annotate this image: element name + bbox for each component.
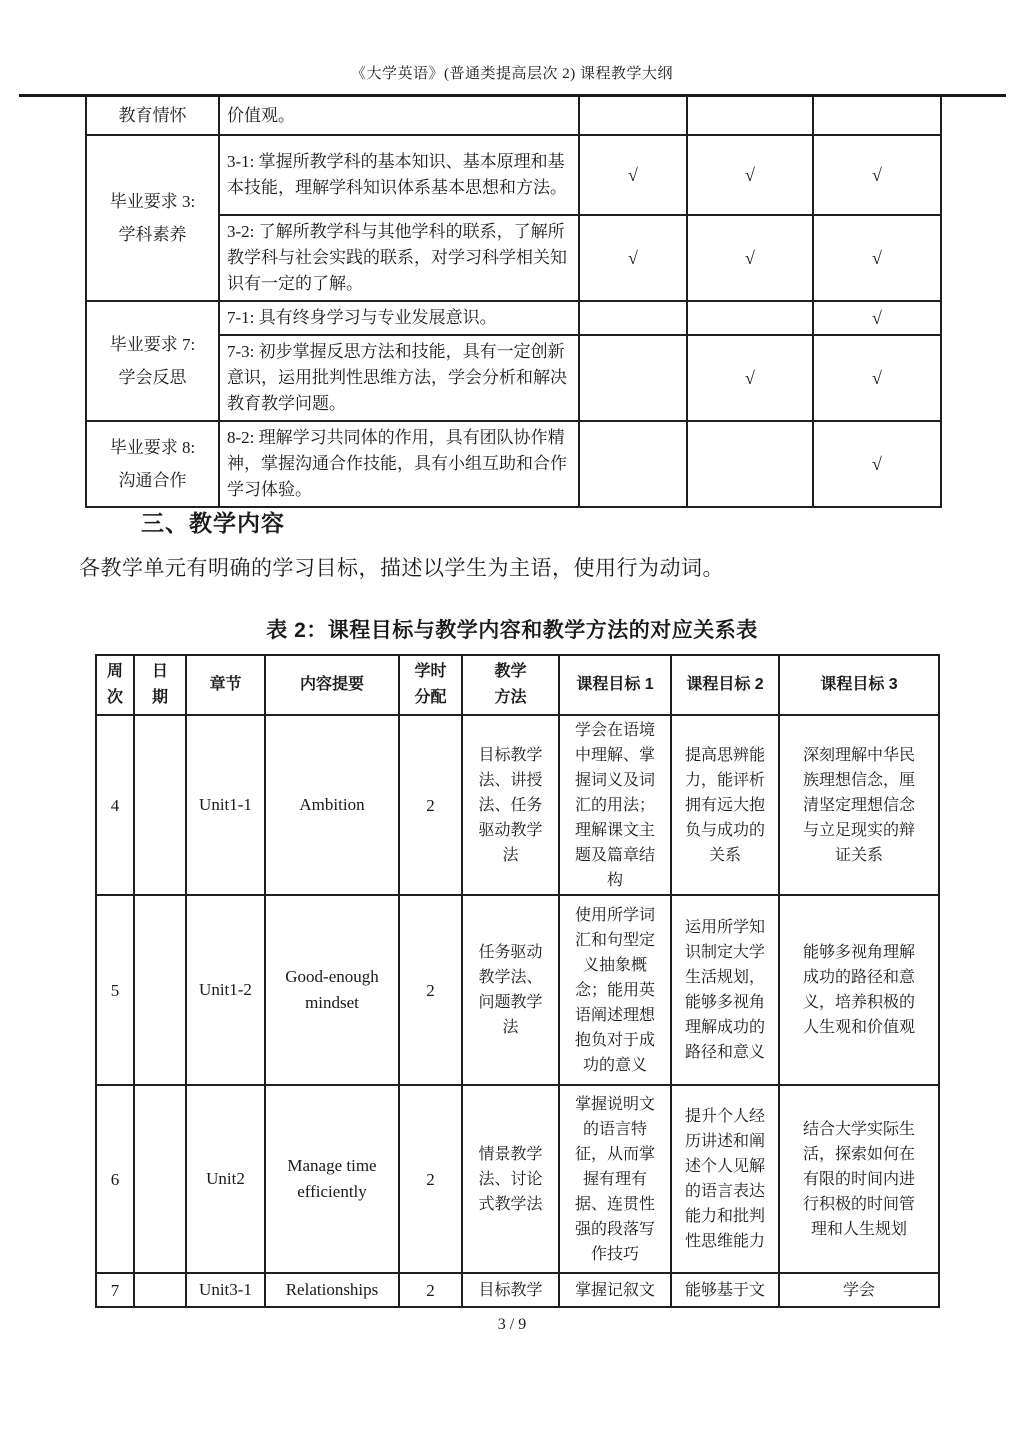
- requirement-label-line: 毕业要求 8:: [109, 438, 196, 457]
- method-cell: 情景教学法、讨论式教学法: [462, 1085, 559, 1273]
- col-header-method: 教学 方法: [462, 655, 559, 715]
- requirement-desc-cell: 价值观。: [219, 97, 579, 135]
- goal1-mark-cell: √: [579, 135, 687, 215]
- goal3-cell: 深刻理解中华民族理想信念，厘清坚定理想信念与立足现实的辩证关系: [779, 715, 939, 895]
- goal3-cell: 学会: [779, 1273, 939, 1307]
- document-header-title: 《大学英语》(普通类提高层次 2) 课程教学大纲: [351, 66, 673, 82]
- date-cell: [134, 715, 186, 895]
- chapter-cell: Unit1-1: [186, 715, 265, 895]
- schedule-table: [95, 654, 940, 1308]
- table-row: [96, 1273, 939, 1307]
- goal3-mark-cell: √: [813, 335, 941, 421]
- goal2-cell: 能够基于文: [671, 1273, 779, 1307]
- goal1-cell: 掌握记叙文: [559, 1273, 671, 1307]
- method-cell: 目标教学: [462, 1273, 559, 1307]
- col-header-week: 周 次: [96, 655, 134, 715]
- goal1-mark-cell: [579, 421, 687, 507]
- goal2-mark-cell: √: [687, 335, 813, 421]
- table-row: [86, 301, 941, 335]
- col-header-summary: 内容提要: [265, 655, 399, 715]
- requirement-label-line: 学科素养: [118, 225, 187, 244]
- table-header-row: [96, 655, 939, 715]
- requirement-desc-cell: 3-2: 了解所教学科与其他学科的联系，了解所教学科与社会实践的联系，对学习科学相关知识有一定的了解。: [219, 215, 579, 301]
- chapter-cell: Unit1-2: [186, 895, 265, 1085]
- table-row: [96, 715, 939, 895]
- requirement-label-cell: 教育情怀: [86, 97, 219, 135]
- col-header-goal2: 课程目标 2: [671, 655, 779, 715]
- summary-cell: Ambition: [265, 715, 399, 895]
- requirement-desc-cell: 7-1: 具有终身学习与专业发展意识。: [219, 301, 579, 335]
- week-cell: 6: [96, 1085, 134, 1273]
- week-cell: 5: [96, 895, 134, 1085]
- goal1-cell: 学会在语境中理解、掌握词义及词汇的用法；理解课文主题及篇章结构: [559, 715, 671, 895]
- hours-cell: 2: [399, 895, 462, 1085]
- table-row: [96, 1085, 939, 1273]
- requirement-label-line: 学会反思: [118, 368, 187, 387]
- goal2-cell: 提高思辨能力，能评析拥有远大抱负与成功的关系: [671, 715, 779, 895]
- intro-paragraph: 各教学单元有明确的学习目标，描述以学生为主语，使用行为动词。: [79, 556, 724, 580]
- col-header-goal1: 课程目标 1: [559, 655, 671, 715]
- goal2-cell: 运用所学知识制定大学生活规划，能够多视角理解成功的路径和意义: [671, 895, 779, 1085]
- requirement-label-line: 毕业要求 7:: [109, 335, 196, 354]
- hours-cell: 2: [399, 1273, 462, 1307]
- goal2-mark-cell: [687, 421, 813, 507]
- col-header-hours: 学时 分配: [399, 655, 462, 715]
- table-row: [86, 97, 941, 135]
- goal1-mark-cell: [579, 301, 687, 335]
- requirement-desc-cell: 7-3: 初步掌握反思方法和技能，具有一定创新意识，运用批判性思维方法，学会分析和解决教育教学问题。: [219, 335, 579, 421]
- goal3-mark-cell: √: [813, 301, 941, 335]
- requirement-desc-cell: 3-1: 掌握所教学科的基本知识、基本原理和基本技能，理解学科知识体系基本思想和方法。: [219, 135, 579, 215]
- method-cell: 目标教学法、讲授法、任务驱动教学法: [462, 715, 559, 895]
- goal2-mark-cell: √: [687, 135, 813, 215]
- goal1-cell: 掌握说明文的语言特征，从而掌握有理有据、连贯性强的段落写作技巧: [559, 1085, 671, 1273]
- date-cell: [134, 1085, 186, 1273]
- schedule-table-title: 表 2：课程目标与教学内容和教学方法的对应关系表: [266, 619, 758, 642]
- goal3-mark-cell: √: [813, 135, 941, 215]
- week-cell: 7: [96, 1273, 134, 1307]
- goal1-mark-cell: [579, 335, 687, 421]
- goal1-cell: 使用所学词汇和句型定义抽象概念；能用英语阐述理想抱负对于成功的意义: [559, 895, 671, 1085]
- requirement-label-cell: [86, 301, 219, 421]
- date-cell: [134, 1273, 186, 1307]
- col-header-chapter: 章节: [186, 655, 265, 715]
- goal3-mark-cell: [813, 97, 941, 135]
- requirement-desc-cell: 8-2: 理解学习共同体的作用，具有团队协作精神，掌握沟通合作技能，具有小组互助和合作学习体验。: [219, 421, 579, 507]
- section-heading: 三、教学内容: [141, 510, 285, 536]
- summary-cell: Manage time efficiently: [265, 1085, 399, 1273]
- summary-cell: Relationships: [265, 1273, 399, 1307]
- page-number: 3 / 9: [497, 1316, 527, 1333]
- summary-cell: Good-enough mindset: [265, 895, 399, 1085]
- goal2-mark-cell: [687, 97, 813, 135]
- requirement-label-line: 沟通合作: [118, 471, 187, 490]
- goal2-mark-cell: √: [687, 215, 813, 301]
- goal2-cell: 提升个人经历讲述和阐述个人见解的语言表达能力和批判性思维能力: [671, 1085, 779, 1273]
- method-cell: 任务驱动教学法、问题教学法: [462, 895, 559, 1085]
- table-row: [96, 895, 939, 1085]
- goal3-cell: 能够多视角理解成功的路径和意义，培养积极的人生观和价值观: [779, 895, 939, 1085]
- col-header-goal3: 课程目标 3: [779, 655, 939, 715]
- chapter-cell: Unit2: [186, 1085, 265, 1273]
- goal1-mark-cell: √: [579, 215, 687, 301]
- goal2-mark-cell: [687, 301, 813, 335]
- requirements-matrix-table: [85, 97, 942, 508]
- col-header-date: 日 期: [134, 655, 186, 715]
- requirement-label-cell: [86, 421, 219, 507]
- chapter-cell: Unit3-1: [186, 1273, 265, 1307]
- hours-cell: 2: [399, 715, 462, 895]
- week-cell: 4: [96, 715, 134, 895]
- hours-cell: 2: [399, 1085, 462, 1273]
- goal1-mark-cell: [579, 97, 687, 135]
- table-row: [86, 135, 941, 215]
- goal3-mark-cell: √: [813, 215, 941, 301]
- date-cell: [134, 895, 186, 1085]
- table-row: [86, 421, 941, 507]
- goal3-mark-cell: √: [813, 421, 941, 507]
- goal3-cell: 结合大学实际生活，探索如何在有限的时间内进行积极的时间管理和人生规划: [779, 1085, 939, 1273]
- requirement-label-cell: [86, 135, 219, 301]
- requirement-label-line: 毕业要求 3:: [109, 192, 196, 211]
